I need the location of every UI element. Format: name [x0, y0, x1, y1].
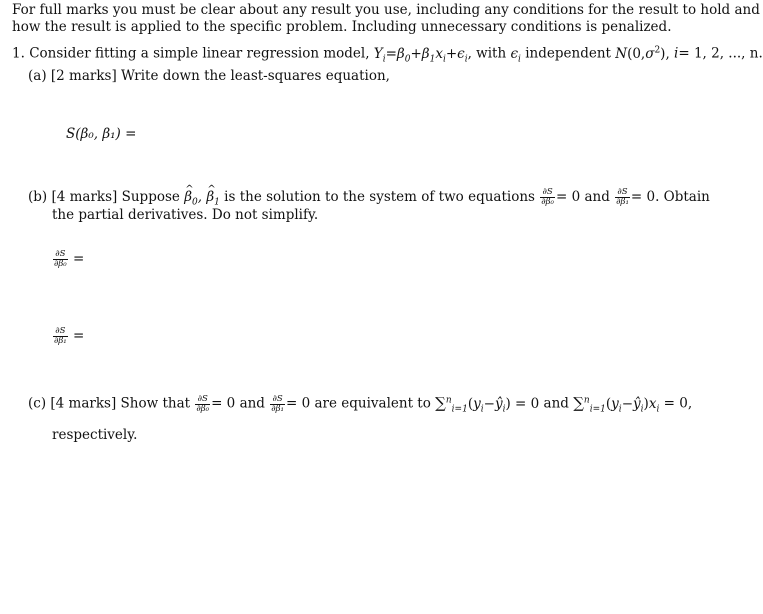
partial-beta1-answer: $\frac{\partial S}{\text{∂β₁}}$ = [54, 326, 85, 346]
sum-residuals-x: $\sum^n_{i=1}(y_i-ŷ_i)x_i$ [573, 393, 660, 415]
index-range: = 1, 2, ..., n. [678, 45, 763, 62]
trailing-eq: = 0, [663, 395, 693, 412]
part-b-marks: [4 marks] [51, 189, 118, 205]
part-b-text-1: Suppose [121, 189, 180, 205]
part-c-prompt: (c) [4 marks] Show that $\frac{\partial S}{\text{∂β₀}}$ = 0 and $\frac{\partial S}{\text{∂β₁}}$ = 0 are equivalent to $\sum^n_{i=1}(y_i-ŷ_i) = 0$ and $\sum^n_{i=1}(y_i-ŷ_i)x_i = 0$, [28, 393, 693, 415]
and-text-b: and [584, 189, 610, 205]
part-b-text-2: is the solution to the system of two equations [224, 189, 535, 205]
partial-beta0-answer: $\frac{\partial S}{\text{∂β₀}}$ = [54, 249, 85, 269]
instructions-line-2: how the result is applied to the specific problem. Including unnecessary conditions is penalized. [12, 19, 672, 35]
and-text-c1: and [239, 395, 265, 412]
beta-hats: ^ $\beta_0$, ^ $\beta_1$ [184, 189, 220, 205]
part-c-line-2: respectively. [52, 427, 138, 443]
independent-text: independent [525, 45, 611, 62]
part-c-label: (c) [28, 395, 47, 412]
question-stem-text: Consider fitting a simple linear regression model, [29, 45, 370, 62]
dS-dbeta1-fraction: $\frac{\partial S}{\text{∂β₁}}$ [616, 187, 629, 207]
error-term: $\epsilon_i$ [510, 45, 521, 65]
index-var: i [674, 45, 679, 62]
with-text: , with [467, 45, 507, 62]
part-b-label: (b) [28, 189, 48, 205]
eq-zero-2: = 0 [630, 189, 656, 205]
sum-residuals: $\sum^n_{i=1}(y_i-ŷ_i) = 0$ [435, 393, 540, 415]
part-a-lhs: S(β₀, β₁) = [66, 126, 137, 142]
question-1-stem [12, 41, 763, 68]
eq-zero-1: = 0 [555, 189, 581, 205]
part-b-line-2: the partial derivatives. Do not simplify. [52, 207, 319, 223]
part-c-text-1: Show that [120, 395, 191, 412]
part-c-marks: [4 marks] [50, 395, 117, 412]
part-a-marks: [2 marks] [50, 68, 117, 84]
instructions-line-1: For full marks you must be clear about any result you use, including any conditions for the result to hold and [12, 2, 760, 18]
part-b-prompt: (b) [4 marks] Suppose ^ $\beta_0$, ^ $\beta_1$ is the solution to the system of two equations $\frac{\partial S}{\text{∂β₀}}$ = 0 and $\frac{\partial S}{\text{∂β₁}}$ = 0. Obtain [28, 188, 710, 212]
model-equation: $Y_i=\beta_0+\beta_1x_i+\epsilon_i$ [373, 45, 468, 65]
part-a-prompt [28, 67, 390, 85]
normal-dist: $N(0,\sigma^2)$, [615, 45, 670, 62]
dS-dbeta0-fraction-c: $\frac{\partial S}{\text{∂β₀}}$ [196, 393, 210, 414]
and-text-c2: and [543, 395, 569, 412]
part-a-label: (a) [28, 68, 47, 84]
dS-dbeta1-fraction-c: $\frac{\partial S}{\text{∂β₁}}$ [271, 393, 284, 414]
part-a-text: Write down the least-squares equation, [121, 68, 390, 84]
are-equivalent-text: are equivalent to [314, 395, 431, 412]
question-number: 1. [12, 45, 25, 62]
dS-dbeta0-fraction: $\frac{\partial S}{\text{∂β₀}}$ [541, 187, 554, 207]
obtain-text: Obtain [663, 189, 710, 205]
